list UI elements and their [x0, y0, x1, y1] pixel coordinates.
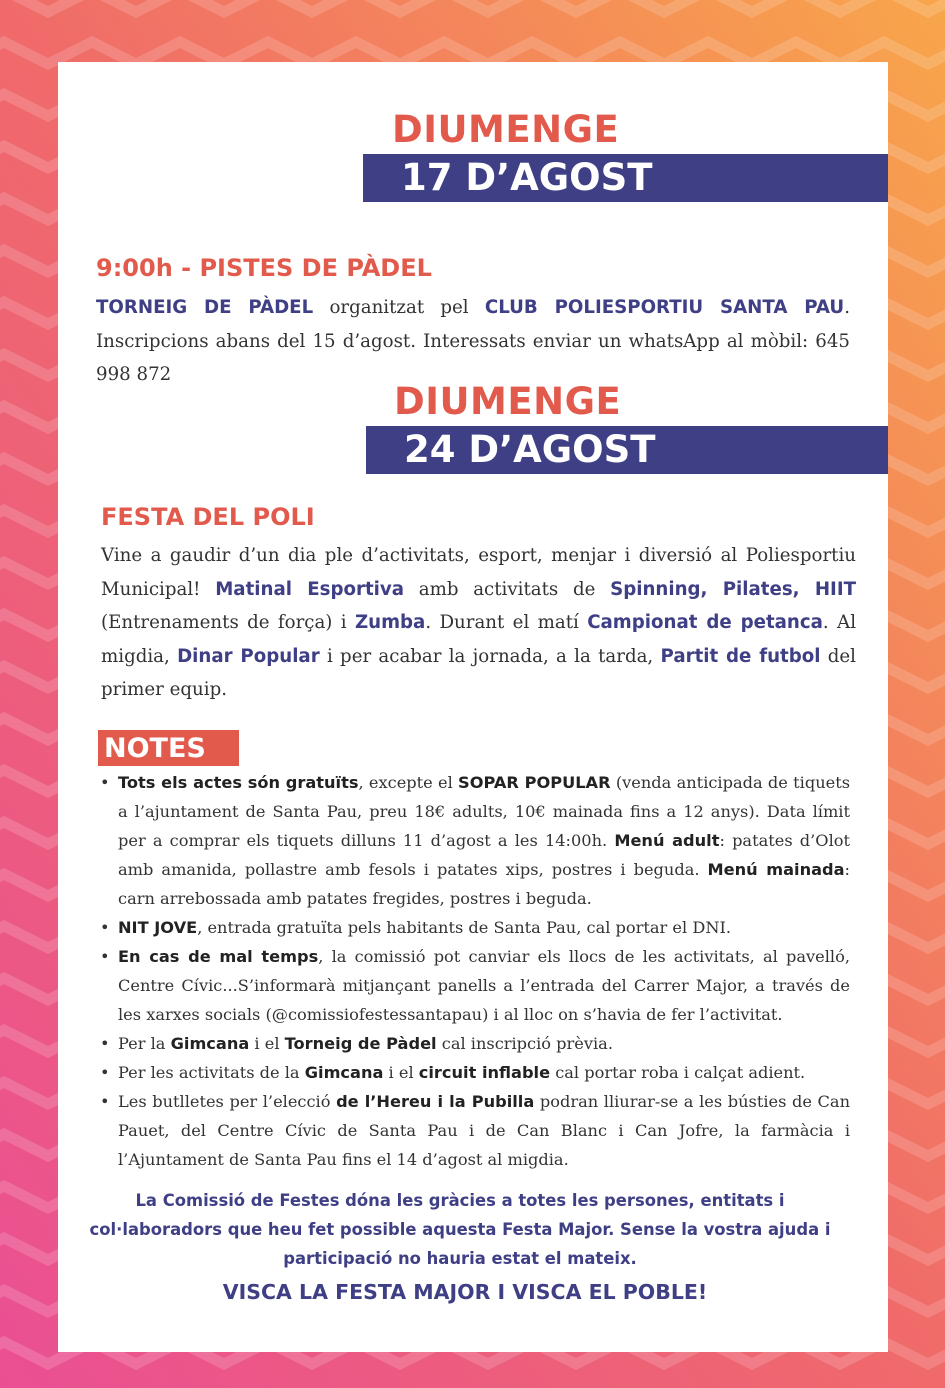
notes-list [98, 768, 850, 1174]
day1-date-bar: 17 D’AGOST [363, 154, 888, 202]
list-item: • Per la Gimcana i el Torneig de Pàdel cal inscripció prèvia. [100, 1034, 613, 1053]
list-item: • Tots els actes són gratuïts, excepte el SOPAR POPULAR (venda anticipada de tiquets a l’ajuntament de Santa Pau, preu 18€ adults, 10€ mainada fins a 12 anys). Data límit per a comprar els tiquets dilluns 11 d’agost a les 14:00h. Menú adult: patates d’Olot amb amanida, pollastre amb fesols i patates xips, postres i beguda. Menú mainada: carn arrebossada amb patates fregides, postres i beguda. [100, 773, 851, 908]
padel-paragraph: TORNEIG DE PÀDEL organitzat pel CLUB POLIESPORTIU SANTA PAU. Inscripcions abans del 15 d’agost. Interessats enviar un whatsApp al mòbil: 645 998 872 [96, 297, 850, 385]
poli-title: FESTA DEL POLI [101, 503, 315, 531]
poli-paragraph: Vine a gaudir d’un dia ple d’activitats, esport, menjar i diversió al Poliesportiu Municipal! Matinal Esportiva amb activitats de Spinning, Pilates, HIIT (Entrenaments de força) i Zumba. Durant el matí Campionat de petanca. Al migdia, Dinar Popular i per acabar la jornada, a la tarda, Partit de futbol del primer equip. [101, 545, 857, 700]
list-item: • NIT JOVE, entrada gratuïta pels habitants de Santa Pau, cal portar el DNI. [100, 918, 732, 937]
thanks-message: La Comissió de Festes dóna les gràcies a totes les persones, entitats i col·laboradors que heu fet possible aquesta Festa Major. Sense la vostra ajuda i participació no hauria estat el mateix. [89, 1191, 831, 1268]
list-item: • Les butlletes per l’elecció de l’Hereu i la Pubilla podran lliurar-se a les bústies de Can Pauet, del Centre Cívic de Santa Pau i de Can Blanc i Can Jofre, la farmàcia i l’Ajuntament de Santa Pau fins el 14 d’agost al migdia. [100, 1092, 851, 1169]
notes-heading: NOTES [98, 730, 239, 766]
closing-slogan: VISCA LA FESTA MAJOR I VISCA EL POBLE! [222, 1280, 708, 1304]
padel-club: CLUB POLIESPORTIU SANTA PAU [484, 297, 845, 318]
padel-tournament: TORNEIG DE PÀDEL [96, 297, 314, 318]
list-item: • Per les activitats de la Gimcana i el circuit inflable cal portar roba i calçat adient. [100, 1063, 806, 1082]
day2-date-bar: 24 D’AGOST [366, 426, 888, 474]
padel-title: 9:00h - PISTES DE PÀDEL [96, 254, 432, 282]
day1-label: DIUMENGE [392, 108, 620, 151]
day2-label: DIUMENGE [394, 380, 622, 423]
list-item: • En cas de mal temps, la comissió pot canviar els llocs de les activitats, al pavelló, Centre Cívic...S’informarà mitjançant panells a l’entrada del Carrer Major, a través de les xarxes socials (@comissiofestessantapau) i al lloc on s’havia de fer l’activitat. [100, 947, 850, 1024]
